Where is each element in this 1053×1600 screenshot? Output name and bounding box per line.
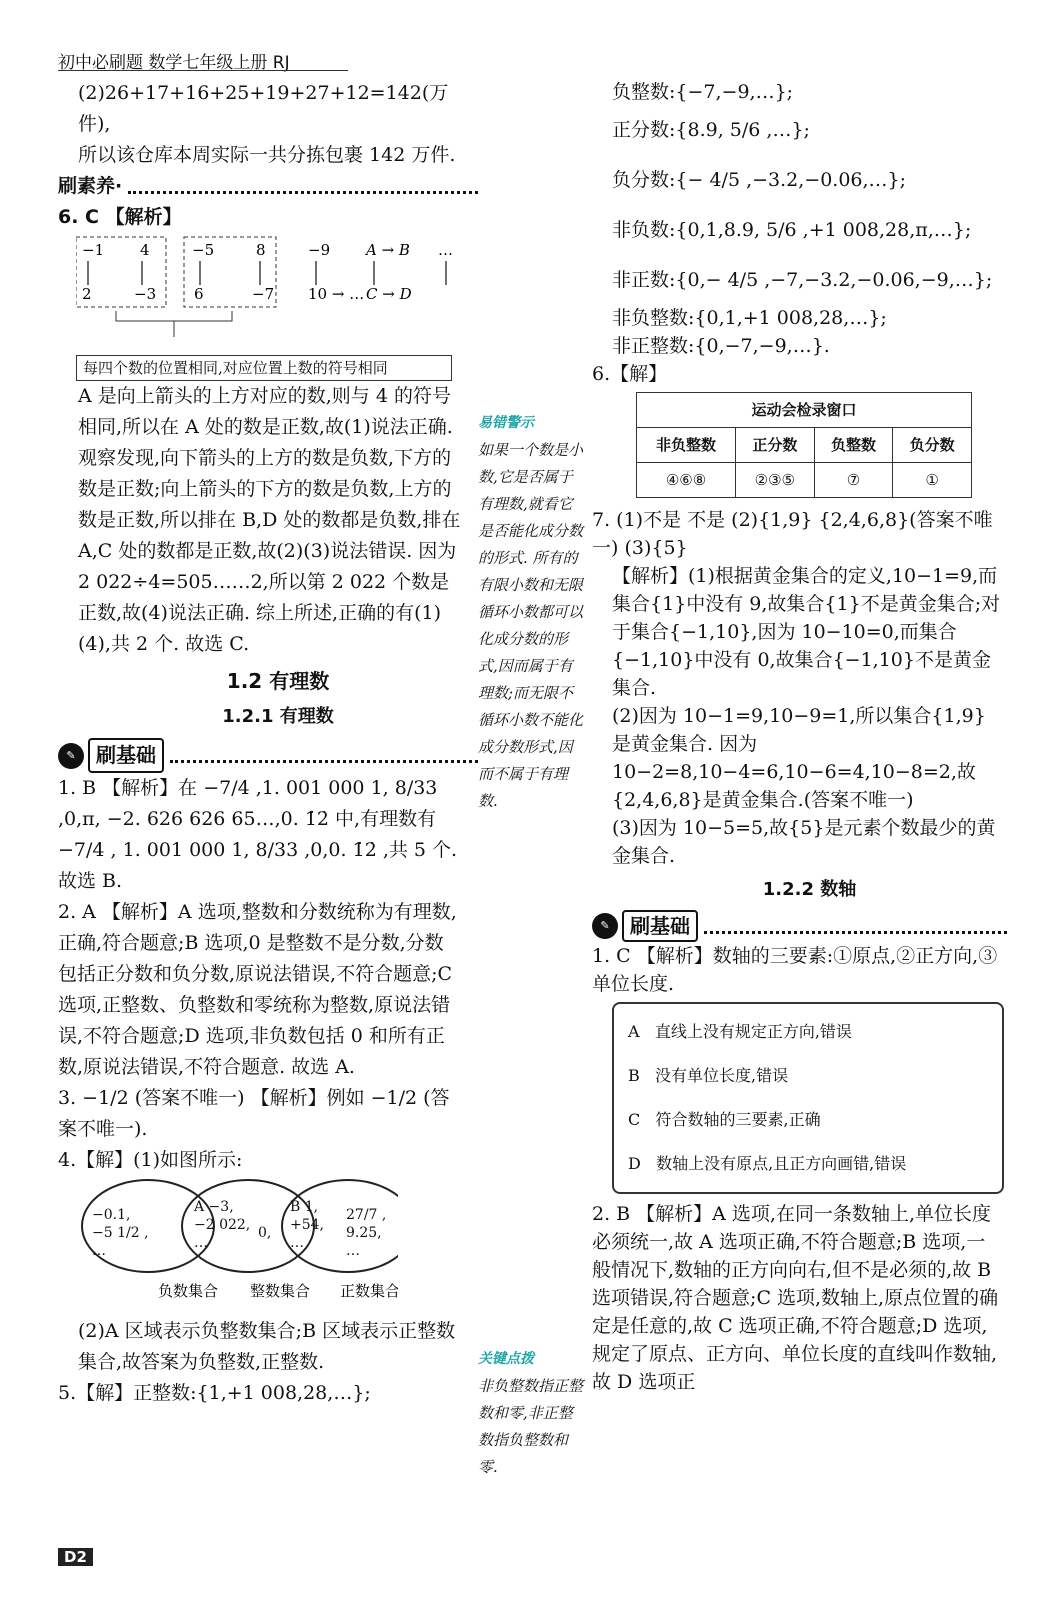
- side-note-tag: 易错警示: [478, 415, 534, 431]
- q6-label: 6. C 【解析】: [58, 206, 182, 228]
- option-row: B 没有单位长度,错误: [628, 1066, 789, 1085]
- q7-answer: 7. (1)不是 不是 (2){1,9} {2,4,6,8}(答案不唯一) (3){5}: [592, 509, 993, 559]
- non-negative-integers: 非负整数:{0,1,+1 008,28,…};: [612, 307, 887, 329]
- q5-answer: 5.【解】正整数:{1,+1 008,28,…};: [58, 1382, 371, 1404]
- venn-label-positive: 正数集合: [340, 1282, 398, 1300]
- table-header: 正分数: [736, 428, 815, 463]
- q7-part2: (2)因为 10−1=9,10−9=1,所以集合{1,9}是黄金集合. 因为 10−2=8,10−4=6,10−6=4,10−8=2,故{2,4,6,8}是黄金集合.(答案不唯一): [612, 705, 986, 811]
- negative-integers: 负整数:{−7,−9,…};: [612, 81, 794, 103]
- q6-explanation: A 是向上箭头的上方对应的数,则与 4 的符号相同,所以在 A 处的数是正数,故(1)说法正确. 观察发现,向下箭头的上方的数是负数,下方的数是正数;向上箭头的下方的数是负数,上方的数是正数,所以排在 B,D 处的数都是负数,排在 A,C 处的数都是正数,故(2)(3)说法错误. 因为 2 022÷4=505……2,所以第 2 022 个数是正数,故(4)说法正确. 综上所述,正确的有(1)(4),共 2 个. 故选 C.: [78, 385, 461, 655]
- seq-n1: −1: [82, 241, 105, 259]
- header-rule: [58, 70, 348, 71]
- table-cell: ⑦: [814, 463, 893, 498]
- basic-badge: ✎ 刷基础: [58, 738, 164, 773]
- seq-n3: 2: [82, 285, 92, 303]
- dotted-rule: [128, 179, 478, 194]
- left-column: [58, 78, 478, 1409]
- section-basic-heading: [58, 738, 478, 773]
- page-number: D2: [58, 1548, 93, 1566]
- option-row: A 直线上没有规定正方向,错误: [628, 1022, 852, 1041]
- q7-explanation: 【解析】(1)根据黄金集合的定义,10−1=9,而集合{1}中没有 9,故集合{1}不是黄金集合;对于集合{−1,10},因为 10−10=0,而集合{−1,10}中没有 0,故集合{−1,10}不是黄金集合.: [612, 565, 1001, 699]
- q5-part2-line1: (2)26+17+16+25+19+27+12=142(万件),: [78, 82, 449, 135]
- heading-1-2: 1.2 有理数: [226, 669, 330, 693]
- positive-fractions: 正分数:{8.9, 5/6 ,…};: [612, 119, 810, 141]
- basic-badge: ✎ 刷基础: [592, 910, 698, 942]
- diagram-caption: 每四个数的位置相同,对应位置上数的符号相同: [76, 355, 452, 381]
- table-header: 非负整数: [637, 428, 736, 463]
- venn-label-negative: 负数集合: [158, 1282, 219, 1300]
- seq-ellipsis: …: [438, 241, 453, 259]
- seq-n4: −3: [134, 285, 157, 303]
- q3-answer: 3. −1/2 (答案不唯一) 【解析】例如 −1/2 (答案不唯一).: [58, 1087, 450, 1140]
- dotted-rule: [704, 919, 1007, 934]
- table-cell: ①: [893, 463, 972, 498]
- sequence-diagram: [76, 233, 476, 345]
- q7-part3: (3)因为 10−5=5,故{5}是元素个数最少的黄金集合.: [612, 817, 996, 867]
- q2-answer: 2. A 【解析】A 选项,整数和分数统称为有理数,正确,符合题意;B 选项,0 是整数不是分数,分数包括正分数和负分数,原说法错误,不符合题意;C 选项,正整数、负整数和零统称为整数,原说法错误,不符合题意;D 选项,非负数包括 0 和所有正数,原说法错误,不符合题意. 故选 A.: [58, 901, 457, 1078]
- q5-part2-line2: 所以该仓库本周实际一共分拣包裹 142 万件.: [78, 144, 456, 166]
- venn-label-integer: 整数集合: [250, 1282, 311, 1300]
- seq-n2: 4: [140, 241, 150, 259]
- seq-n10: 10 → …: [308, 285, 365, 303]
- q1-answer: 1. B 【解析】在 −7/4 ,1. 001 000 1, 8/33 ,0,π, −2. 626 626 65…,0. 1̇2̇ 中,有理数有 −7/4 , 1. 001 000 1, 8/33 ,0,0. 1̇2̇ ,共 5 个. 故选 B.: [58, 777, 458, 892]
- seq-n6: 8: [256, 241, 266, 259]
- axis-options-box: [612, 1002, 1004, 1194]
- side-note-text: 非负整数指正整数和零,非正整数指负整数和零.: [478, 1377, 584, 1476]
- venn-right-text: 27/7 , 9.25, …: [346, 1207, 387, 1259]
- venn-b-text: B 1, +54, …: [290, 1199, 324, 1251]
- heading-1-2-1: 1.2.1 有理数: [222, 706, 334, 727]
- section-basic-heading-right: [592, 910, 1007, 942]
- pencil-icon: ✎: [592, 913, 618, 939]
- dotted-rule: [170, 748, 478, 763]
- non-negative-numbers: 非负数:{0,1,8.9, 5/6 ,+1 008,28,π,…};: [612, 219, 972, 241]
- venn-left-text: −0.1, −5 1/2 , …: [92, 1207, 149, 1259]
- side-note-mistakes: [478, 410, 584, 815]
- venn-a-text: A −3, −2 022, …: [194, 1199, 251, 1251]
- non-positive-numbers: 非正数:{0,− 4/5 ,−7,−3.2,−0.06,−9,…};: [612, 269, 993, 291]
- seq-n7: 6: [194, 285, 204, 303]
- option-row: C 符合数轴的三要素,正确: [628, 1110, 821, 1129]
- side-note-tag: 关键点拨: [478, 1351, 534, 1367]
- pencil-icon: ✎: [58, 743, 84, 769]
- non-positive-integers: 非正整数:{0,−7,−9,…}.: [612, 335, 830, 357]
- seq-n8: −7: [252, 285, 275, 303]
- seq-ab: A → B: [366, 241, 410, 259]
- option-row: D 数轴上没有原点,且正方向画错,错误: [628, 1154, 907, 1173]
- negative-fractions: 负分数:{− 4/5 ,−3.2,−0.06,…};: [612, 169, 907, 191]
- section-su-label: 刷素养·: [58, 175, 123, 197]
- seq-cd: C → D: [366, 285, 412, 303]
- side-note-text: 如果一个数是小数,它是否属于有理数,就看它是否能化成分数的形式. 所有的有限小数和无限循环小数都可以化成分数的形式,因而属于有理数;而无限不循环小数不能化成分数形式,因而不属于有理数.: [478, 441, 584, 810]
- checkin-table: [636, 392, 972, 498]
- side-note-key-points: [478, 1346, 584, 1481]
- seq-arrows: [88, 261, 446, 285]
- running-header: 初中必刷题 数学七年级上册 RJ: [58, 53, 290, 73]
- table-cell: ④⑥⑧: [637, 463, 736, 498]
- q4-part2: (2)A 区域表示负整数集合;B 区域表示正整数集合,故答案为负整数,正整数.: [78, 1320, 456, 1373]
- q6-right-label: 6.【解】: [592, 363, 668, 385]
- table-header: 负分数: [893, 428, 972, 463]
- right-column: [592, 78, 1007, 1396]
- q4-label: 4.【解】(1)如图所示:: [58, 1149, 243, 1171]
- venn-mid-text: 0,: [258, 1225, 272, 1241]
- seq-n5: −5: [192, 241, 215, 259]
- section-su-heading: [58, 171, 478, 202]
- table-title: 运动会检录窗口: [637, 393, 972, 428]
- table-cell: ②③⑤: [736, 463, 815, 498]
- seq-n9: −9: [308, 241, 331, 259]
- table-header: 负整数: [814, 428, 893, 463]
- right-q2-answer: 2. B 【解析】A 选项,在同一条数轴上,单位长度必须统一,故 A 选项正确,不符合题意;B 选项,一般情况下,数轴的正方向向右,但不是必须的,故 B 选项错误,符合题意;C 选项,数轴上,原点位置的确定是任意的,故 C 选项正确,不符合题意;D 选项,规定了原点、正方向、单位长度的直线叫作数轴,故 D 选项正: [592, 1203, 999, 1393]
- right-q1-answer: 1. C 【解析】数轴的三要素:①原点,②正方向,③单位长度.: [592, 945, 998, 995]
- heading-1-2-2: 1.2.2 数轴: [762, 879, 857, 900]
